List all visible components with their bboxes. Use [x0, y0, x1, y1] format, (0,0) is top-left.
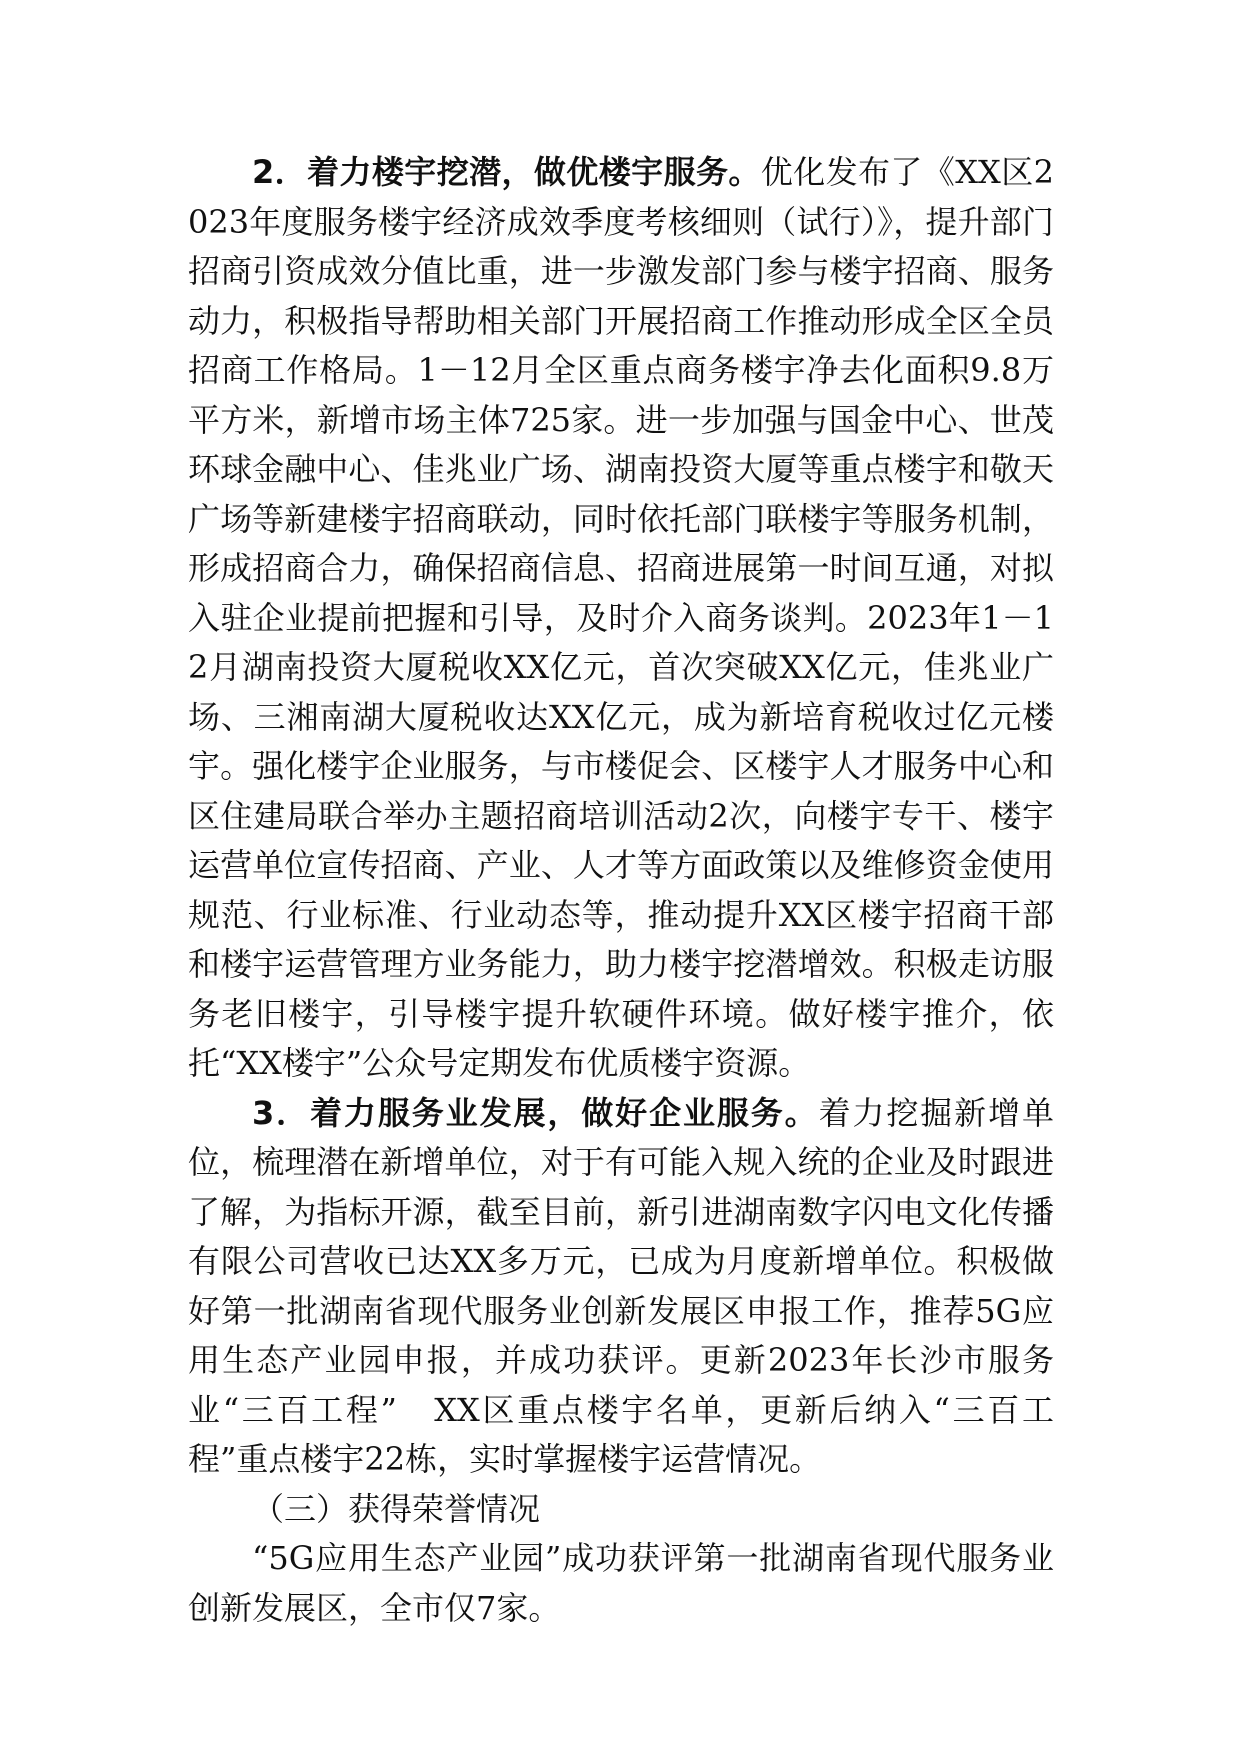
paragraph-lead: 3．着力服务业发展，做好企业服务。 [252, 1093, 819, 1132]
document-body [188, 148, 1054, 1633]
paragraph-text: 着力挖掘新增单位，梳理潜在新增单位，对于有可能入规入统的企业及时跟进了解，为指标开源，截至目前，新引进湖南数字闪电文化传播有限公司营收已达XX多万元，已成为月度新增单位。积极做好第一批湖南省现代服务业创新发展区申报工作，推荐5G应用生态产业园申报，并成功获评。更新2023年长沙市服务业“三百工程” XX区重点楼宇名单，更新后纳入“三百工程”重点楼宇22栋，实时掌握楼宇运营情况。 [188, 1093, 1054, 1478]
paragraph-building-service [188, 148, 1054, 1089]
paragraph-service-industry [188, 1089, 1054, 1485]
paragraph-lead: 2．着力楼宇挖潜，做优楼宇服务。 [252, 153, 761, 191]
paragraph-honors: “5G应用生态产业园”成功获评第一批湖南省现代服务业创新发展区，全市仅7家。 [188, 1539, 1054, 1627]
paragraph-text: 优化发布了《XX区2023年度服务楼宇经济成效季度考核细则（试行）》，提升部门招商引资成效分值比重，进一步激发部门参与楼宇招商、服务动力，积极指导帮助相关部门开展招商工作推动形成全区全员招商工作格局。1－12月全区重点商务楼宇净去化面积9.8万平方米，新增市场主体725家。进一步加强与国金中心、世茂环球金融中心、佳兆业广场、湖南投资大厦等重点楼宇和敬天广场等新建楼宇招商联动，同时依托部门联楼宇等服务机制，形成招商合力，确保招商信息、招商进展第一时间互通，对拟入驻企业提前把握和引导，及时介入商务谈判。2023年1－12月湖南投资大厦税收XX亿元，首次突破XX亿元，佳兆业广场、三湘南湖大厦税收达XX亿元，成为新培育税收过亿元楼宇。强化楼宇企业服务，与市楼促会、区楼宇人才服务中心和区住建局联合举办主题招商培训活动2次，向楼宇专干、楼宇运营单位宣传招商、产业、人才等方面政策以及维修资金使用规范、行业标准、行业动态等，推动提升XX区楼宇招商干部和楼宇运营管理方业务能力，助力楼宇挖潜增效。积极走访服务老旧楼宇，引导楼宇提升软硬件环境。做好楼宇推介，依托“XX楼宇”公众号定期发布优质楼宇资源。 [188, 153, 1054, 1082]
section-heading: （三）获得荣誉情况 [252, 1489, 541, 1528]
